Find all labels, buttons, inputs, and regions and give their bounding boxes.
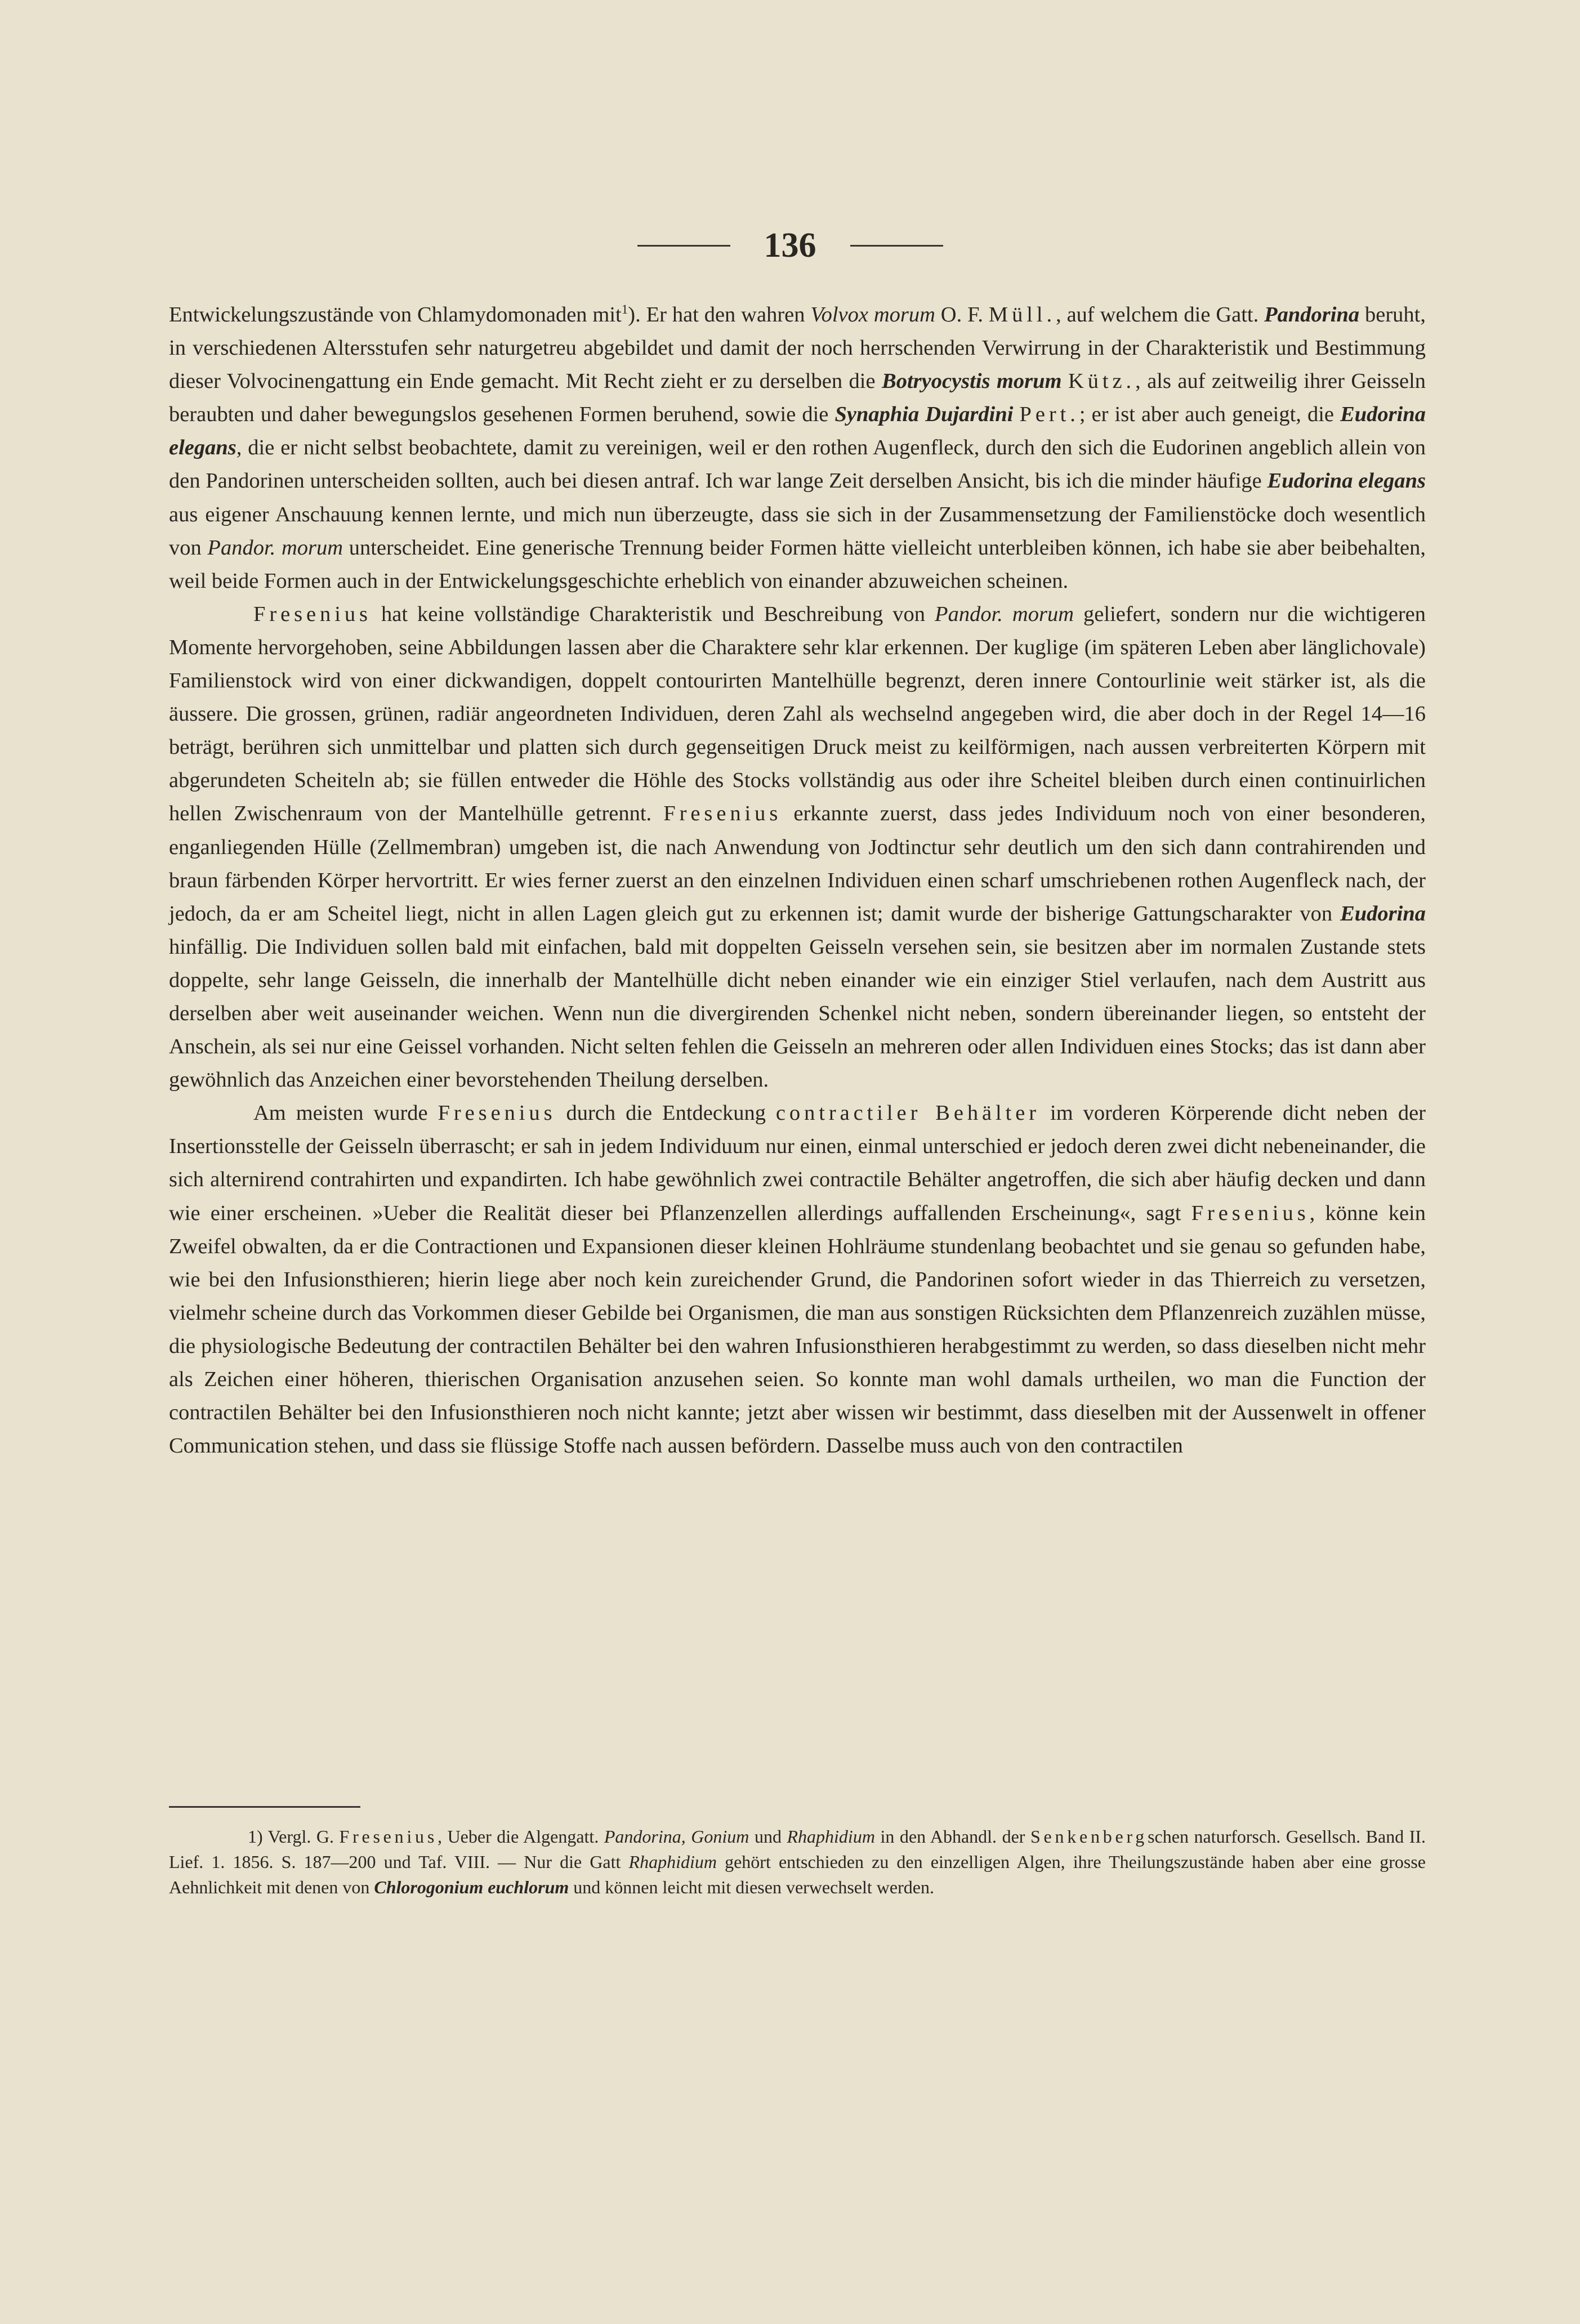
footnote-rule	[169, 1806, 360, 1808]
text-run: in den Abhandl. der	[874, 1826, 1030, 1847]
text-run: O. F.	[935, 303, 989, 327]
taxon-name: Pandor. morum	[207, 535, 343, 560]
taxon-name: Volvox morum	[810, 303, 935, 327]
taxon-name: Rhaphidium	[787, 1826, 875, 1847]
text-run: , könne kein Zweifel obwalten, da er die Contractionen und Expansionen dieser kleinen Hohlräume stundenlang beobachtet und sie genau so gefunden habe, wie bei den Infusionsthieren; hierin liege aber noch kein zureichender Grund, die Pandorinen sofort wieder in das Thierreich zu versetzen, vielmehr scheine durch das Vorkommen dieser Gebilde bei Organismen, die man aus sonstigen Rücksichten dem Pflanzenreich zuzählen müsse, die physiologische Bedeutung der contractilen Behälter bei den wahren Infusionsthieren herabgestimmt zu werden, so dass dieselben nicht mehr als Zeichen einer höheren, thierischen Organisation anzusehen seien. So konnte man wohl damals urtheilen, wo man die Function der contractilen Behälter bei den Infusionsthieren noch nicht kannte; jetzt aber wissen wir bestimmt, dass dieselben mit der Aussenwelt in offener Communication stehen, und dass sie flüssige Stoffe nach aussen befördern. Dasselbe muss auch von den contractilen	[169, 1201, 1426, 1458]
text-run: hinfällig. Die Individuen sollen bald mit einfachen, bald mit doppelten Geisseln versehen sein, sie besitzen aber im normalen Zustande stets doppelte, sehr lange Geisseln, die innerhalb der Mantelhülle dicht neben einander wie ein einziger Stiel verlaufen, nach dem Austritt aus derselben aber weit auseinander weichen. Wenn nun die divergirenden Schenkel nicht neben, sondern übereinander liegen, so entsteht der Anschein, als sei nur eine Geissel vorhanden. Nicht selten fehlen die Geisseln an mehreren oder allen Individuen eines Stocks; das ist dann aber gewöhnlich das Anzeichen einer bevorstehenden Theilung derselben.	[169, 935, 1426, 1092]
author-name: Fresenius	[1191, 1201, 1310, 1225]
footnote-reference: 1	[621, 302, 628, 317]
text-run: ). Er hat den wahren	[628, 303, 811, 327]
text-run: erkannte zuerst, dass jedes Individuum noch von einer besonderen, enganliegenden Hülle (Zellmembran) umgeben ist, die nach Anwendung von Jodtinctur sehr deutlich um den sich dann contrahirenden und braun färbenden Körper hervortritt. Er wies ferner zuerst an den einzelnen Individuen einen scharf umschriebenen rothen Augenfleck nach, der jedoch, da er am Scheitel liegt, nicht in allen Lagen gleich gut zu erkennen ist; damit wurde der bisherige Gattungscharakter von	[169, 802, 1426, 926]
text-run: geliefert, sondern nur die wichtigeren Momente hervorgehoben, seine Abbildungen lassen aber die Charaktere sehr klar erkennen. Der kuglige (im späteren Leben aber länglichovale) Familienstock wird von einer dickwandigen, doppelt contourirten Mantelhülle begrenzt, deren innere Contourlinie weit stärker ist, als die äussere. Die grossen, grünen, radiär angeordneten Individuen, deren Zahl als wechselnd angegeben wird, die aber doch in der Regel 14—16 beträgt, berühren sich unmittelbar und platten sich durch gegenseitigen Druck meist zu keilförmigen, nach aussen verbreiterten Körpern mit abgerundeten Scheiteln ab; sie füllen entweder die Höhle des Stocks vollständig aus oder ihre Scheitel bleiben durch einen continuirlichen hellen Zwischenraum von der Mantelhülle getrennt.	[169, 602, 1426, 826]
author-name: Fresenius	[438, 1101, 556, 1125]
text-run: im vorderen Körperende dicht neben der Insertionsstelle der Geisseln überrascht; er sah in jedem Individuum nur einen, einmal unterschied er jedoch deren zwei dicht nebeneinander, die sich alternirend contrahirten und expandirten. Ich habe gewöhnlich zwei contractile Behälter angetroffen, die sich aber häufig decken und dann wie einer erscheinen. »Ueber die Realität dieser bei Pflanzenzellen allerdings auffallenden Erscheinung«, sagt	[169, 1101, 1426, 1225]
emphasized-term: contractiler Behälter	[775, 1101, 1041, 1125]
author-name: Pert.	[1019, 403, 1079, 427]
text-run: und	[749, 1826, 787, 1847]
text-run	[1013, 403, 1019, 426]
page-number: 136	[764, 226, 816, 265]
text-run: beruht, in verschiedenen Altersstufen sehr naturgetreu abgebildet und damit der noch herrschenden Verwirrung in der Charakteristik und Bestimmung dieser Volvocinengattung ein Ende gemacht. Mit Recht zieht er zu derselben die	[169, 303, 1426, 394]
taxon-name: Pandor. morum	[935, 602, 1074, 626]
taxon-name: Eudorina elegans	[169, 403, 1426, 460]
author-name: Fresenius	[339, 1826, 438, 1847]
author-name: Müll.	[988, 303, 1056, 327]
footnote-1	[169, 1824, 1426, 1900]
text-run: gehört entschieden zu den einzelligen Algen, ihre Theilungszustände haben aber eine grosse Aehnlichkeit mit denen von	[169, 1852, 1426, 1897]
taxon-name: Pandorina, Gonium	[604, 1826, 749, 1847]
footnote	[169, 1824, 1426, 1900]
text-run: durch die Entdeckung	[556, 1101, 776, 1125]
taxon-name: Rhaphidium	[628, 1852, 717, 1872]
paragraph-1	[169, 298, 1426, 598]
text-run: Am meisten wurde	[253, 1101, 438, 1125]
text-run: , Ueber die Algengatt.	[438, 1826, 604, 1847]
taxon-name: Eudorina elegans	[1267, 469, 1426, 493]
text-run: , auf welchem die Gatt.	[1056, 303, 1265, 327]
taxon-name: Pandorina	[1264, 303, 1360, 327]
text-run: Entwickelungszustände von Chlamydomonaden mit	[169, 303, 622, 327]
text-run: aus eigener Anschauung kennen lernte, und mich nun überzeugte, dass sie sich in der Zusammensetzung der Familienstöcke doch wesentlich von	[169, 502, 1426, 560]
taxon-name: Chlorogonium euchlorum	[374, 1877, 569, 1897]
text-run: hat keine vollständige Charakteristik und Beschreibung von	[371, 602, 935, 626]
text-run	[1062, 369, 1068, 393]
page-header	[0, 228, 1580, 263]
text-run: , als auf zeitweilig ihrer Geisseln beraubten und daher bewegungslos gesehenen Formen beruhend, sowie die	[169, 369, 1426, 427]
society-name: Senkenberg	[1030, 1826, 1148, 1847]
body-text	[169, 298, 1426, 1463]
text-run: , die er nicht selbst beobachtete, damit zu vereinigen, weil er den rothen Augenfleck, durch den sich die Eudorinen angeblich allein von den Pandorinen unterscheiden sollten, auch bei diesen antraf. Ich war lange Zeit derselben Ansicht, bis ich die minder häufige	[169, 436, 1426, 493]
author-name: Fresenius	[253, 602, 372, 626]
paragraph-2	[169, 598, 1426, 1097]
text-run: schen naturforsch. Gesellsch. Band II. Lief. 1. 1856. S. 187—200 und Taf. VIII. — Nur die Gatt	[169, 1826, 1426, 1872]
text-run: unterscheidet. Eine generische Trennung beider Formen hätte vielleicht unterbleiben können, ich habe sie aber beibehalten, weil beide Formen auch in der Entwickelungsgeschichte erheblich von einander abzuweichen scheinen.	[169, 535, 1426, 593]
text-run: ; er ist aber auch geneigt, die	[1079, 403, 1341, 427]
taxon-name: Eudorina	[1340, 901, 1426, 926]
author-name: Fresenius	[663, 802, 782, 826]
footnote-marker: 1)	[248, 1826, 263, 1847]
text-run: Vergl. G.	[262, 1826, 340, 1847]
taxon-name: Botryocystis morum	[882, 369, 1062, 394]
paragraph-3	[169, 1097, 1426, 1463]
header-rule-left	[637, 245, 730, 247]
author-name: Kütz.	[1068, 369, 1136, 394]
taxon-name: Synaphia Dujardini	[834, 403, 1014, 427]
header-rule-right	[850, 245, 943, 247]
text-run: und können leicht mit diesen verwechselt werden.	[569, 1877, 934, 1897]
